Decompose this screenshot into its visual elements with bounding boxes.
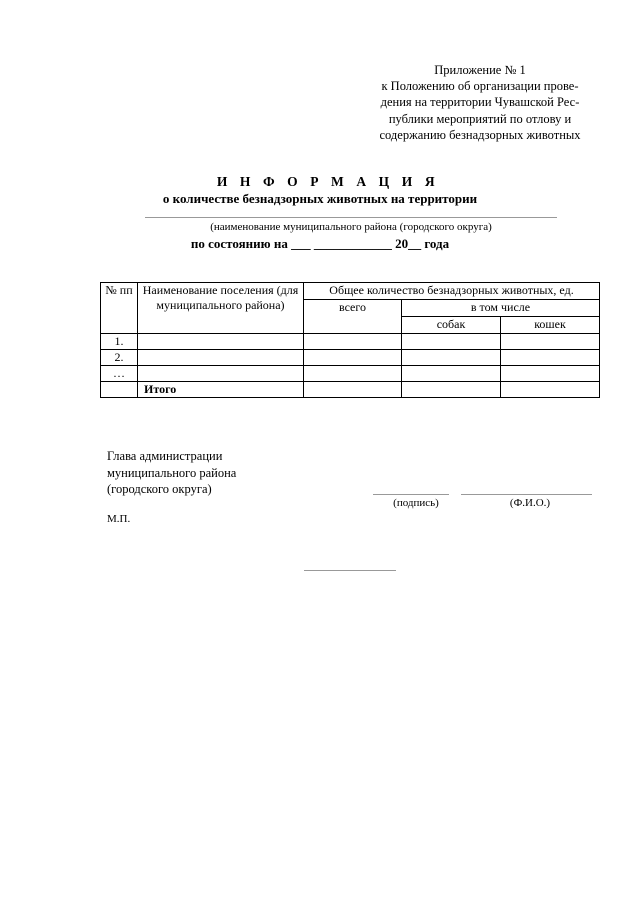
cell-all xyxy=(304,350,402,366)
header-including: в том числе xyxy=(402,300,600,317)
signatory-line: (городского округа) xyxy=(107,482,212,496)
row-number: 2. xyxy=(101,350,138,366)
header-settlement: Наименование поселения (для муниципального района) xyxy=(138,283,304,334)
cell-settlement xyxy=(138,350,304,366)
signatory-title xyxy=(107,448,236,498)
signatory-line: муниципального района xyxy=(107,465,237,480)
cell-all xyxy=(304,366,402,382)
cell-dogs xyxy=(402,350,501,366)
cell-cats xyxy=(501,334,600,350)
cell-settlement xyxy=(138,334,304,350)
total-label: Итого xyxy=(138,382,304,398)
header-all: всего xyxy=(304,300,402,334)
cell-dogs xyxy=(402,334,501,350)
header-dogs: собак xyxy=(402,317,501,334)
stamp-place: М.П. xyxy=(107,513,131,525)
signatory-line: Глава администрации xyxy=(107,449,223,463)
table-total-row xyxy=(101,382,600,398)
signature-caption: (подпись) xyxy=(393,497,439,509)
header-cats: кошек xyxy=(501,317,600,334)
appendix-line: содержанию безнадзорных животных xyxy=(379,127,581,142)
appendix-line: публики мероприятий по отлову и xyxy=(388,111,572,126)
cell-cats xyxy=(501,366,600,382)
cell-settlement xyxy=(138,366,304,382)
table-row xyxy=(101,366,600,382)
cell-all xyxy=(304,334,402,350)
document-title: И Н Ф О Р М А Ц И Я xyxy=(216,174,440,189)
date-line: по состоянию на ___ ____________ 20__ года xyxy=(190,236,450,251)
appendix-line: к Положению об организации прове- xyxy=(381,79,579,94)
cell-dogs xyxy=(402,382,501,398)
animals-table xyxy=(100,282,600,398)
header-total-group: Общее количество безнадзорных животных, ед. xyxy=(304,283,600,300)
cell-all xyxy=(304,382,402,398)
footer-separator xyxy=(304,570,396,571)
row-number: 1. xyxy=(101,334,138,350)
name-line xyxy=(461,494,592,495)
header-num: № пп xyxy=(101,283,138,334)
cell-cats xyxy=(501,382,600,398)
appendix-line: Приложение № 1 xyxy=(434,63,526,77)
table-row xyxy=(101,350,600,366)
appendix-line: дения на территории Чувашской Рес- xyxy=(380,95,580,110)
signature-line xyxy=(373,494,449,495)
cell-empty xyxy=(101,382,138,398)
cell-dogs xyxy=(402,366,501,382)
document-subtitle: о количестве безнадзорных животных на территории xyxy=(162,191,478,206)
name-caption: (Ф.И.О.) xyxy=(509,497,551,509)
cell-cats xyxy=(501,350,600,366)
territory-caption: (наименование муниципального района (городского округа) xyxy=(210,221,492,233)
territory-name-line xyxy=(145,217,557,218)
table-row xyxy=(101,334,600,350)
appendix-note xyxy=(360,62,600,143)
row-number: … xyxy=(101,366,138,382)
